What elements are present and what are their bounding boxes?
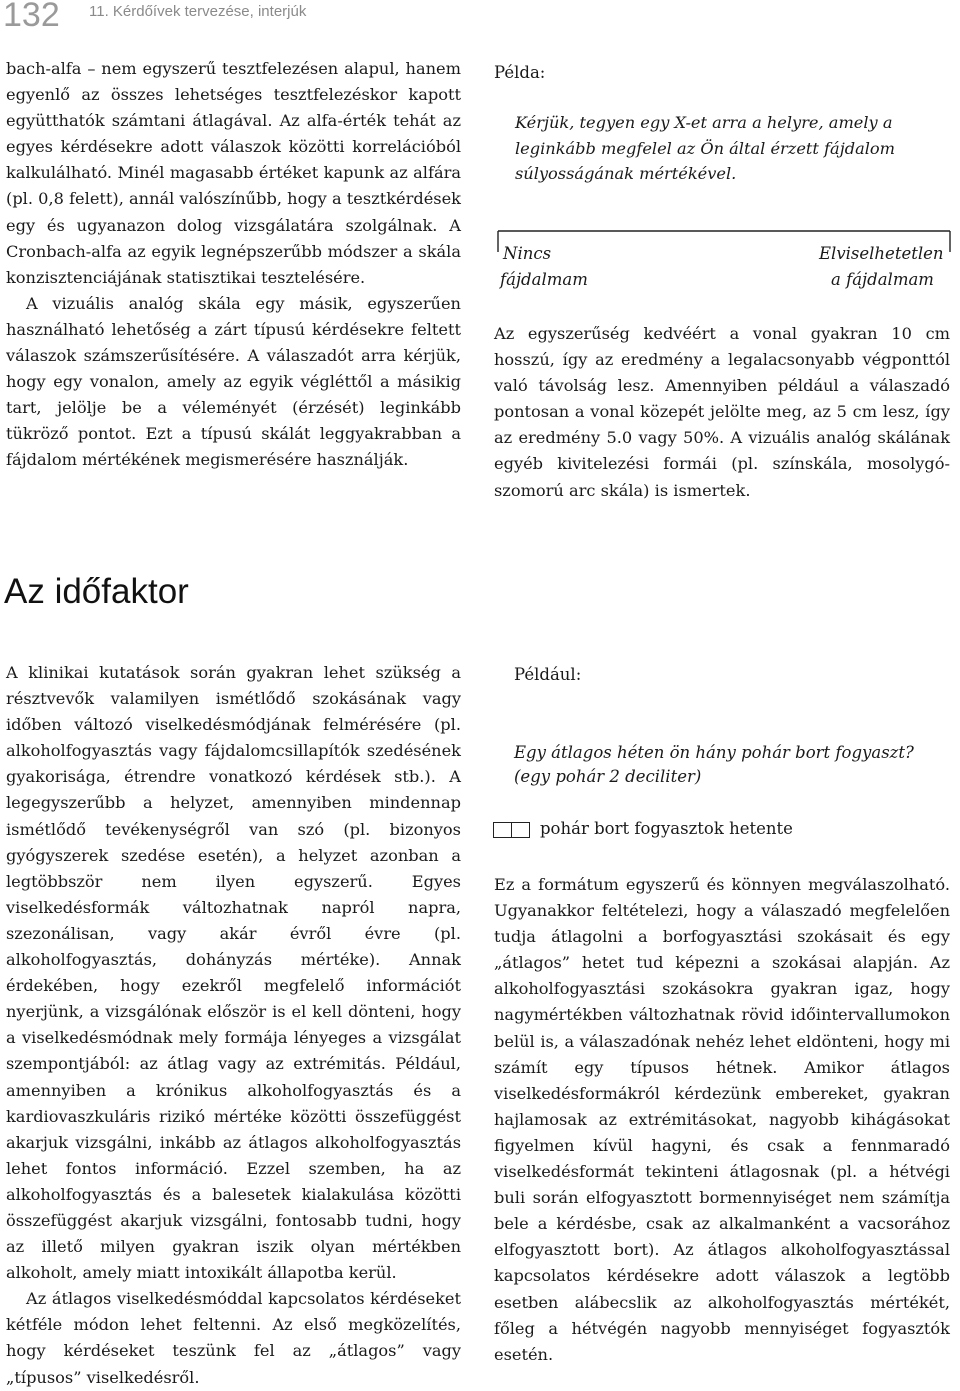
section-title: Az időfaktor — [4, 572, 189, 611]
page-number: 132 — [3, 0, 60, 34]
bottom-right-column — [494, 872, 950, 1368]
scale-right-label-2: a fájdalmam — [831, 270, 934, 289]
paragraph: Az egyszerűség kedvéért a vonal gyakran 10 cm hosszú, így az eredmény a legalacsonyabb végponttól való távolság lesz. Amennyiben például a válaszadó pontosan a vonal közepét jelölte meg, az 5 cm lesz, így az eredmény 5.0 vagy 50%. A vizuális analóg skálának egyéb kivitelezési formái (pl. színskála, mosolygó-szomorú arc skála) is ismertek. — [494, 324, 950, 500]
paragraph: Az átlagos viselkedésmóddal kapcsolatos kérdéseket kétféle módon lehet feltenni. Az első megközelítés, hogy kérdéseket teszünk fel az „átlagos” vagy „típusos” viselkedésről. — [6, 1289, 461, 1387]
visual-analog-scale — [488, 224, 960, 294]
bottom-left-column — [6, 660, 461, 1391]
answer-label: pohár bort fogyasztok hetente — [540, 819, 793, 838]
answer-box — [511, 822, 530, 838]
example-label: Példa: — [494, 63, 546, 82]
example-prompt: Kérjük, tegyen egy X-et arra a helyre, amely a leginkább megfelel az Ön által érzett fájdalom súlyosságának mértékével. — [515, 113, 895, 183]
paragraph: A vizuális analóg skála egy másik, egyszerűen használható lehetőség a zárt típusú kérdésekre feltett válaszok számszerűsítésére. A válaszadót arra kérjük, hogy egy vonalon, amely az egyik végléttől a másikig tart, jelölje be a véleményét (érzését) leginkább tükröző pontot. Ezt a típusú skálát leggyakrabban a fájdalom mértékének megismerésére használják. — [6, 293, 461, 470]
paragraph: A klinikai kutatások során gyakran lehet szükség a résztvevők valamilyen ismétlődő szokásának vagy időben változó viselkedésmódjának felmérésére (pl. alkoholfogyasztás vagy fájdalomcsillapítók szedésének gyakorisága, étrendre vonatkozó kérdések stb.). A legegyszerűbb a helyzet, amennyiben mindennap ismétlődő tevékenységről van szó (pl. bizonyos gyógyszerek szedése esetén), a helyzet azonban a legtöbbször nem ilyen egyszerű. Egyes viselkedésformák változhatnak napról napra, szezonálisan, vagy akár évről évre (pl. alkoholfogyasztás, dohányzás mértéke). Annak érdekében, hogy ezekről megfelelő információt nyerjünk, a vizsgálónak először is el kell dönteni, hogy a viselkedésmódnak mely formája lényeges a vizsgálat szempontjából: az átlag vagy az extrémitás. Például, amennyiben a krónikus alkoholfogyasztás és a kardiovaszkuláris rizikó mértéke közötti összefüggést akarjuk vizsgálni, inkább az átlagos alkoholfogyasztás lehet fontos információ. Ezzel szemben, ha az alkoholfogyasztás és a balesetek kialakulása közötti összefüggést akarjuk vizsgálni, fontosabb tudni, hogy az illető milyen gyakran iszik olyan mértékben alkoholt, amely miatt intoxikált állapotba kerül. — [6, 663, 461, 1283]
scale-left-label-2: fájdalmam — [500, 270, 588, 289]
running-head: 11. Kérdőívek tervezése, interjúk — [89, 3, 307, 20]
answer-boxes — [493, 822, 533, 839]
example-question: Egy átlagos héten ön hány pohár bort fogyaszt? — [514, 743, 914, 762]
top-left-column — [6, 56, 461, 474]
scale-left-label-1: Nincs — [503, 244, 552, 263]
scale-right-label-1: Elviselhetetlen — [819, 244, 944, 263]
answer-box — [493, 822, 512, 838]
paragraph: Ez a formátum egyszerű és könnyen megválaszolható. Ugyanakkor feltételezi, hogy a válaszadó megfelelően tudja átlagolni a borfogyasztási szokásait és egy „átlagos” hetet tud képezni a szokásai alapján. Az alkoholfogyasztási szokásokra gyakran igaz, hogy nagymértékben változhatnak rövid időintervallumokon belül is, a válaszadónak nehéz lehet eldönteni, hogy mi számít egy típusos hétnek. Amikor átlagos viselkedésformákról kérdezünk embereket, gyakran hajlamosak az extrémitásokat, nagyobb kihágásokat figyelmen kívül hagyni, és csak a fennmaradó viselkedésformát tekinteni átlagosnak (pl. a hétvégi buli során elfogyasztott bormennyiséget nem számítja bele a kérdésbe, csak az alkalmanként a vacsorához elfogyasztott bort). Az átlagos alkoholfogyasztással kapcsolatos kérdésekre adott válaszok a legtöbb esetben alábecslik az alkoholfogyasztás mértékét, főleg a hétvégén nagyobb mennyiséget fogyasztók esetén. — [494, 875, 950, 1364]
page-header — [0, 0, 960, 40]
example-label: Például: — [514, 665, 582, 684]
example-question-note: (egy pohár 2 deciliter) — [514, 767, 702, 786]
top-right-column — [494, 321, 950, 504]
paragraph: bach-alfa – nem egyszerű tesztfelezésen alapul, hanem egyenlő az összes lehetséges tesztfelezéskor kapott együtthatók számtani átlagával. Az alfa-érték tehát az egyes kérdésekre adott válaszok közötti korrelációból kalkulálható. Minél magasabb értéket kapunk az alfára (pl. 0,8 felett), annál valószínűbb, hogy a tesztkérdések egy és ugyanazon dolog vizsgálatára szolgálnak. A Cronbach-alfa az egyik legnépszerűbb módszer a skála konzisztenciájának statisztikai tesztelésére. — [6, 59, 461, 287]
